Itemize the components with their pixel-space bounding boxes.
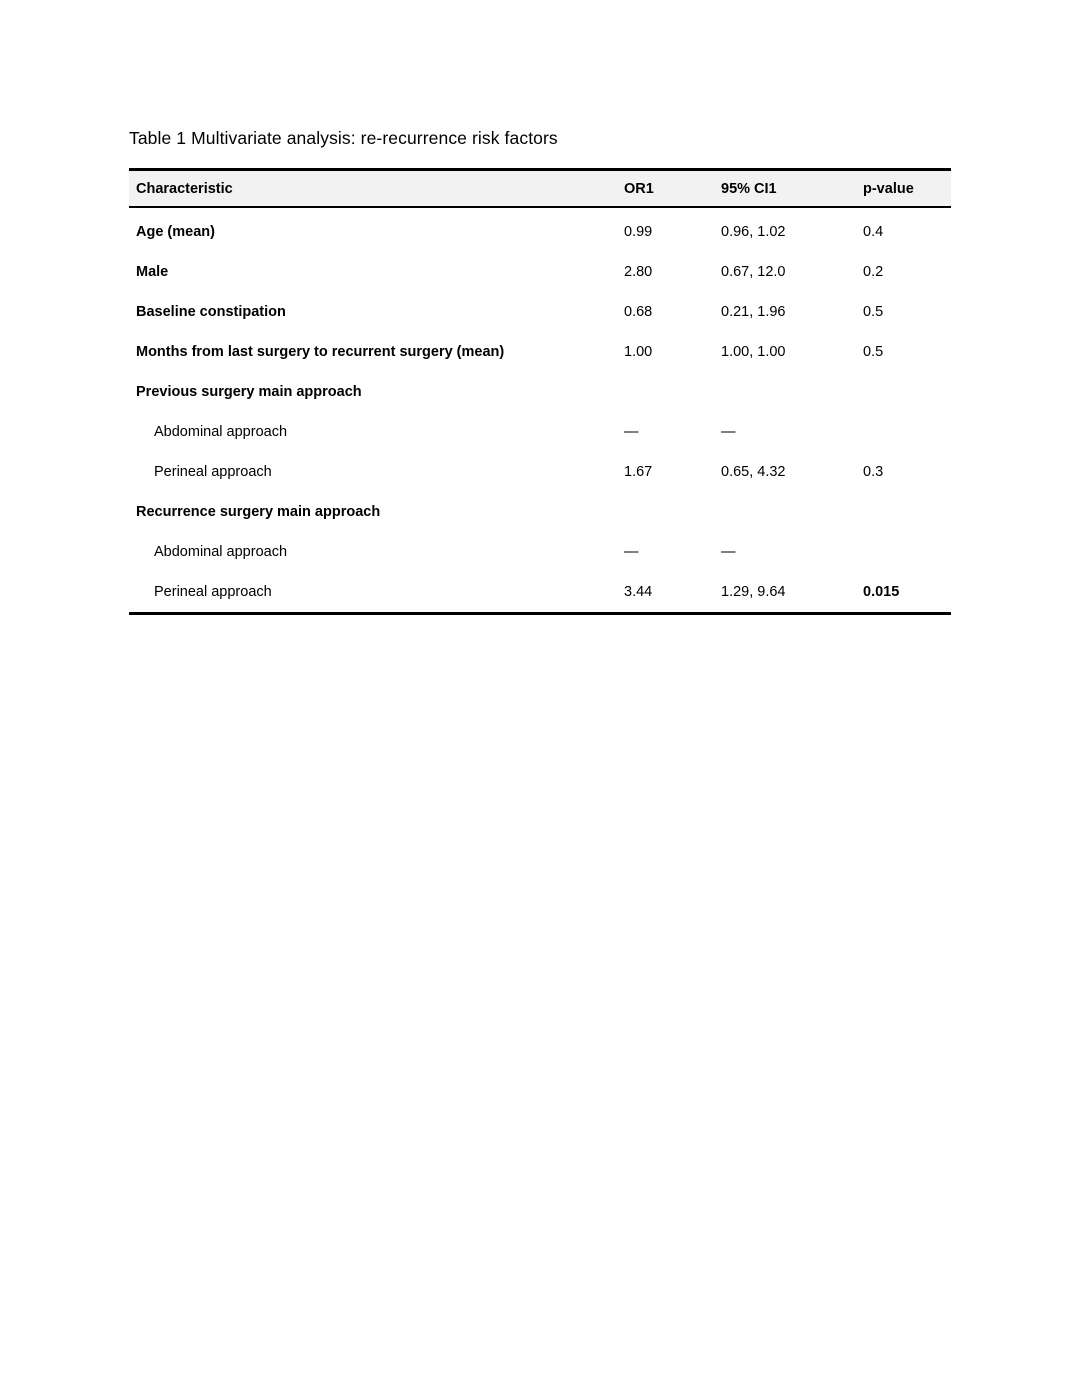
table-row — [129, 412, 951, 452]
or-value: 1.00 — [624, 344, 653, 360]
or-value: 1.67 — [624, 464, 653, 480]
table-title: Table 1 Multivariate analysis: re-recurrence risk factors — [129, 128, 558, 148]
ci-value: — — [721, 544, 736, 560]
table-row — [129, 292, 951, 332]
table-row — [129, 452, 951, 492]
table-header — [129, 170, 951, 208]
column-header-or: OR1 — [624, 170, 721, 208]
p-value: 0.015 — [863, 584, 900, 600]
table-row — [129, 492, 951, 532]
or-value — [624, 492, 721, 532]
p-value: 0.5 — [863, 344, 884, 360]
row-label: Abdominal approach — [154, 544, 288, 560]
row-label: Recurrence surgery main approach — [136, 504, 381, 520]
p-value: 0.5 — [863, 304, 884, 320]
column-header-pvalue: p-value — [863, 170, 951, 208]
row-label: Perineal approach — [154, 584, 272, 600]
or-value — [624, 372, 721, 412]
table-row — [129, 332, 951, 372]
ci-value — [721, 372, 863, 412]
p-value — [863, 532, 951, 572]
ci-value — [721, 492, 863, 532]
ci-value: — — [721, 424, 736, 440]
or-value: 2.80 — [624, 264, 653, 280]
header-row — [129, 170, 951, 208]
table-row — [129, 532, 951, 572]
ci-value: 1.29, 9.64 — [721, 584, 786, 600]
ci-value: 0.96, 1.02 — [721, 224, 786, 240]
document-page — [129, 128, 951, 615]
row-label: Male — [136, 264, 169, 280]
ci-value: 0.65, 4.32 — [721, 464, 786, 480]
ci-value: 0.67, 12.0 — [721, 264, 786, 280]
p-value — [863, 372, 951, 412]
or-value: 3.44 — [624, 584, 653, 600]
p-value: 0.4 — [863, 224, 884, 240]
row-label: Months from last surgery to recurrent surgery (mean) — [136, 344, 505, 360]
row-label: Perineal approach — [154, 464, 272, 480]
row-label: Previous surgery main approach — [136, 384, 362, 400]
table-body — [129, 207, 951, 614]
column-header-characteristic: Characteristic — [129, 170, 624, 208]
ci-value: 0.21, 1.96 — [721, 304, 786, 320]
column-header-ci: 95% CI1 — [721, 170, 863, 208]
p-value — [863, 412, 951, 452]
p-value: 0.2 — [863, 264, 884, 280]
table-row — [129, 372, 951, 412]
or-value: — — [624, 424, 639, 440]
row-label: Age (mean) — [136, 224, 215, 240]
row-label: Baseline constipation — [136, 304, 286, 320]
or-value: — — [624, 544, 639, 560]
table-row — [129, 572, 951, 614]
p-value — [863, 492, 951, 532]
p-value: 0.3 — [863, 464, 884, 480]
or-value: 0.68 — [624, 304, 653, 320]
or-value: 0.99 — [624, 224, 653, 240]
multivariate-analysis-table — [129, 168, 951, 615]
table-row — [129, 207, 951, 252]
table-row — [129, 252, 951, 292]
row-label: Abdominal approach — [154, 424, 288, 440]
ci-value: 1.00, 1.00 — [721, 344, 786, 360]
